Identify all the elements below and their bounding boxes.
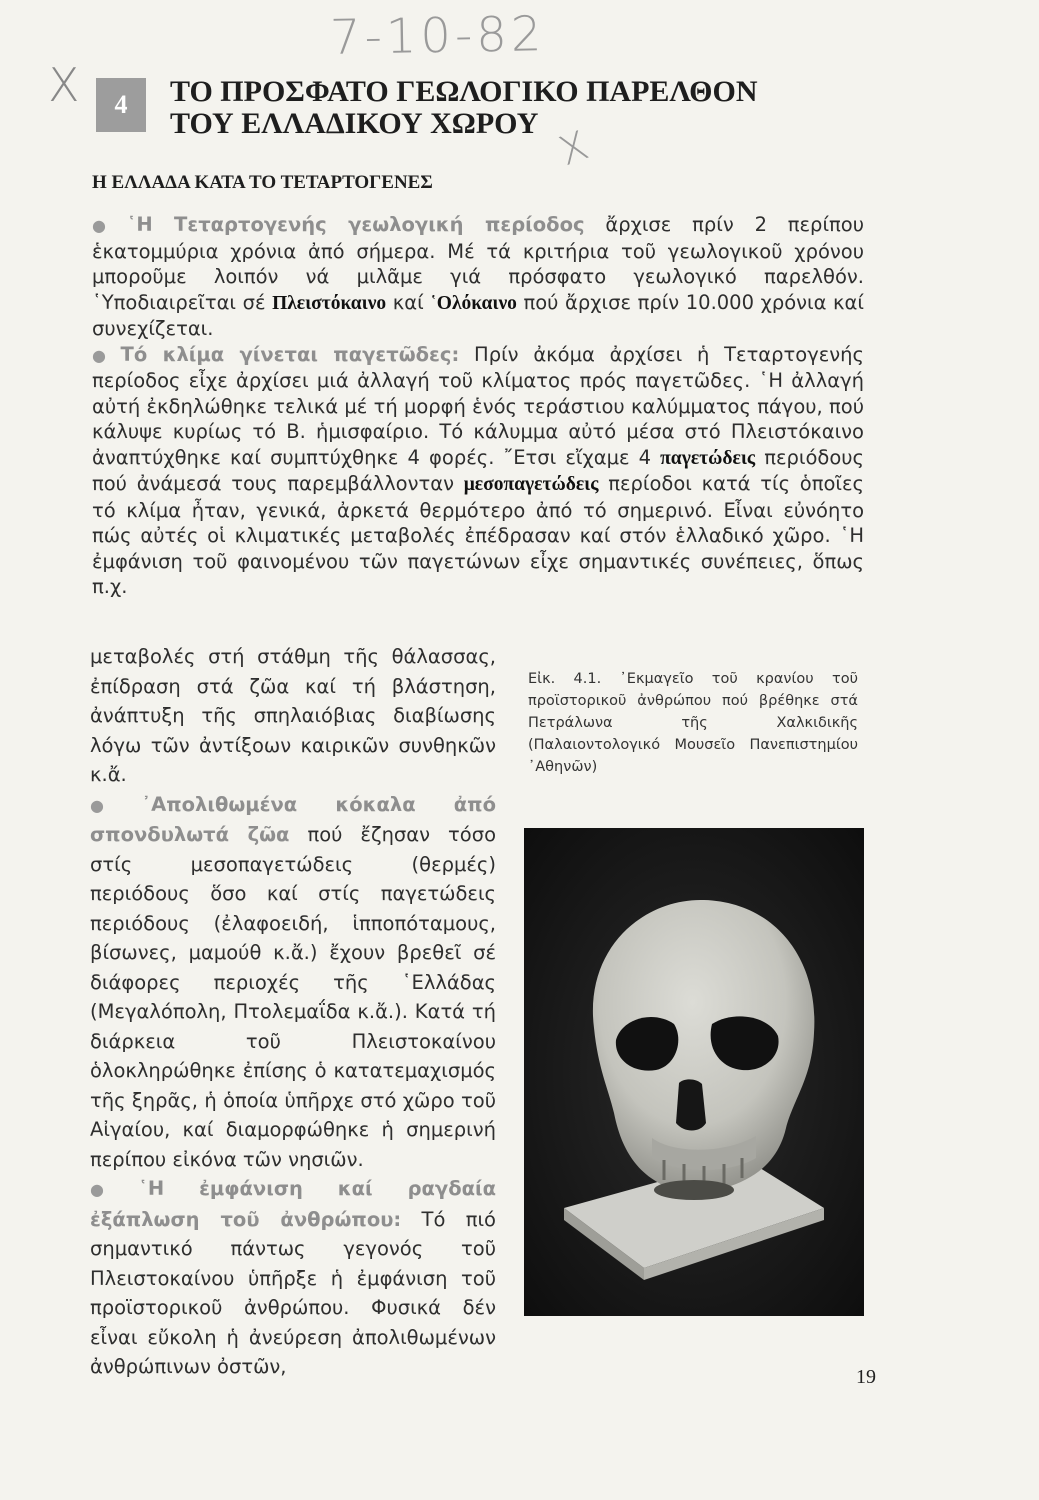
- bullet-icon: ●: [92, 216, 121, 235]
- margin-mark: X: [48, 58, 80, 112]
- paragraph-lead: ῾Η ἐμφάνιση καί ραγδαία ἐξάπλωση τοῦ ἀνθρώπου:: [90, 1177, 496, 1231]
- paragraph-text: Τό πιό σημαντικό πάντως γεγονός τοῦ Πλειστοκαίνου ὑπῆρξε ἡ ἐμφάνιση τοῦ προϊστορικοῦ ἀνθρώπου. Φυσικά δέν εἶναι εὔκολη ἡ ἀνεύρεση ἀπολιθωμένων ἀνθρώπινων ὀστῶν,: [90, 1207, 496, 1378]
- chapter-number: 4: [96, 78, 146, 132]
- term-holocene: ῾Ολόκαινο: [430, 292, 517, 314]
- bullet-icon: ●: [90, 1180, 133, 1199]
- bullet-icon: ●: [92, 345, 115, 365]
- handwritten-date: 7-10-82: [329, 6, 546, 66]
- paragraph-text: περιόδους πού ἀνάμεσά τους παρεμβάλλονταν: [92, 445, 864, 495]
- term-pleistocene: Πλειστόκαινο: [272, 292, 387, 314]
- section-heading: Η ΕΛΛΑΔΑ ΚΑΤΑ ΤΟ ΤΕΤΑΡΤΟΓΕΝΕΣ: [92, 172, 433, 193]
- paragraph-lead: Τό κλίμα γίνεται παγετῶδες:: [120, 342, 460, 366]
- paragraph-text: Πρίν ἀκόμα ἀρχίσει ἡ Τεταρτογενής περίοδος εἶχε ἀρχίσει μιά ἀλλαγή τοῦ κλίματος πρός παγετῶδες. ῾Η ἀλλαγή αὐτή ἐκδηλώθηκε τελικά μέ τή μορφή ἑνός τεράστιου καλύμματος πάγου, πού κάλυψε κυρίως τό Β. ἡμισφαίριο. Τό κάλυμμα αὐτό μέσα στό Πλειστόκαινο ἀναπτύχθηκε καί συμπτύχθηκε 4 φορές. ῎Ετσι εἴχαμε 4: [92, 342, 864, 469]
- chapter-title-line2: ΤΟΥ ΕΛΛΑΔΙΚΟΥ ΧΩΡΟΥ: [170, 107, 539, 140]
- paragraph-fossils: [90, 790, 496, 1175]
- body-text-left-column: [90, 642, 496, 1382]
- paragraph-quaternary: [92, 212, 864, 342]
- skull-image: [524, 828, 864, 1316]
- page-number: 19: [856, 1366, 876, 1388]
- paragraph-text: πού ἔζησαν τόσο στίς μεσοπαγετώδεις (θερμές) περιόδους ὅσο καί στίς παγετώδεις περιόδους (ἐλαφοειδή, ἱπποπόταμους, βίσωνες, μαμούθ κ.ἄ.) ἔχουν βρεθεῖ σέ διάφορες περιοχές τῆς ῾Ελλάδας (Μεγαλόπολη, Πτολεμαΐδα κ.ἄ.). Κατά τή διάρκεια τοῦ Πλειστοκαίνου ὁλοκληρώθηκε ἐπίσης ὁ κατατεμαχισμός τῆς ξηρᾶς, ἡ ὁποία ὑπῆρχε στό χῶρο τοῦ Αἰγαίου, καί διαμορφώθηκε ἡ σημερινή περίπου εἰκόνα τῶν νησιῶν.: [90, 823, 496, 1171]
- paragraph-text: πού ἄρχισε πρίν 10.000 χρόνια καί συνεχίζεται.: [92, 290, 864, 340]
- paragraph-text: ἄρχισε πρίν 2 περίπου ἑκατομμύρια χρόνια ἀπό σήμερα. Μέ τά κριτήρια τοῦ γεωλογικοῦ χρόνου μποροῦμε λοιπόν νά μιλᾶμε γιά πρόσφατο γεωλογικό παρελθόν. ῾Υποδιαιρεῖται σέ: [92, 213, 864, 314]
- paragraph-lead: ῾Η Τεταρτογενής γεωλογική περίοδος: [126, 213, 585, 236]
- term-interglacial: μεσοπαγετώδεις: [463, 474, 599, 495]
- paragraph-climate-continued: μεταβολές στή στάθμη τῆς θάλασσας, ἐπίδραση στά ζῶα καί τή βλάστηση, ἀνάπτυξη τῆς σπηλαιόβιας διαβίωσης λόγω τῶν ἀντίξοων καιρικῶν συνθηκῶν κ.ἄ.: [90, 645, 496, 786]
- paragraph-human: [90, 1174, 496, 1382]
- chapter-title-line1: ΤΟ ΠΡΟΣΦΑΤΟ ΓΕΩΛΟΓΙΚΟ ΠΑΡΕΛΘΟΝ: [170, 75, 758, 108]
- title-mark: X: [552, 122, 595, 176]
- skull-photo: [524, 828, 864, 1316]
- paragraph-text-continued: περίοδοι κατά τίς ὁποῖες τό κλίμα ἦταν, γενικά, ἀρκετά θερμότερο ἀπό τό σημερινό. Εἶναι εὐνόητο πώς αὐτές οἱ κλιματικές μεταβολές ἐπέδρασαν καί στόν ἑλλαδικό χῶρο. ῾Η ἐμφάνιση τοῦ φαινομένου τῶν παγετώνων εἶχε σημαντικές συνέπειες, ὅπως π.χ.: [92, 472, 864, 598]
- body-text-full-width: [92, 212, 864, 600]
- paragraph-lead: ᾿Απολιθωμένα κόκαλα ἀπό σπονδυλωτά ζῶα: [90, 792, 496, 846]
- bullet-icon: ●: [90, 795, 136, 815]
- figure-caption: Εἰκ. 4.1. ᾿Εκμαγεῖο τοῦ κρανίου τοῦ προϊστορικοῦ ἀνθρώπου πού βρέθηκε στά Πετράλωνα τῆς Χαλκιδικῆς (Παλαιοντολογικό Μουσεῖο Πανεπιστημίου ᾿Αθηνῶν): [528, 671, 858, 775]
- paragraph-text: καί: [386, 290, 431, 314]
- paragraph-climate: [92, 342, 864, 600]
- chapter-title: [170, 76, 870, 140]
- term-glacial: παγετώδεις: [660, 447, 756, 469]
